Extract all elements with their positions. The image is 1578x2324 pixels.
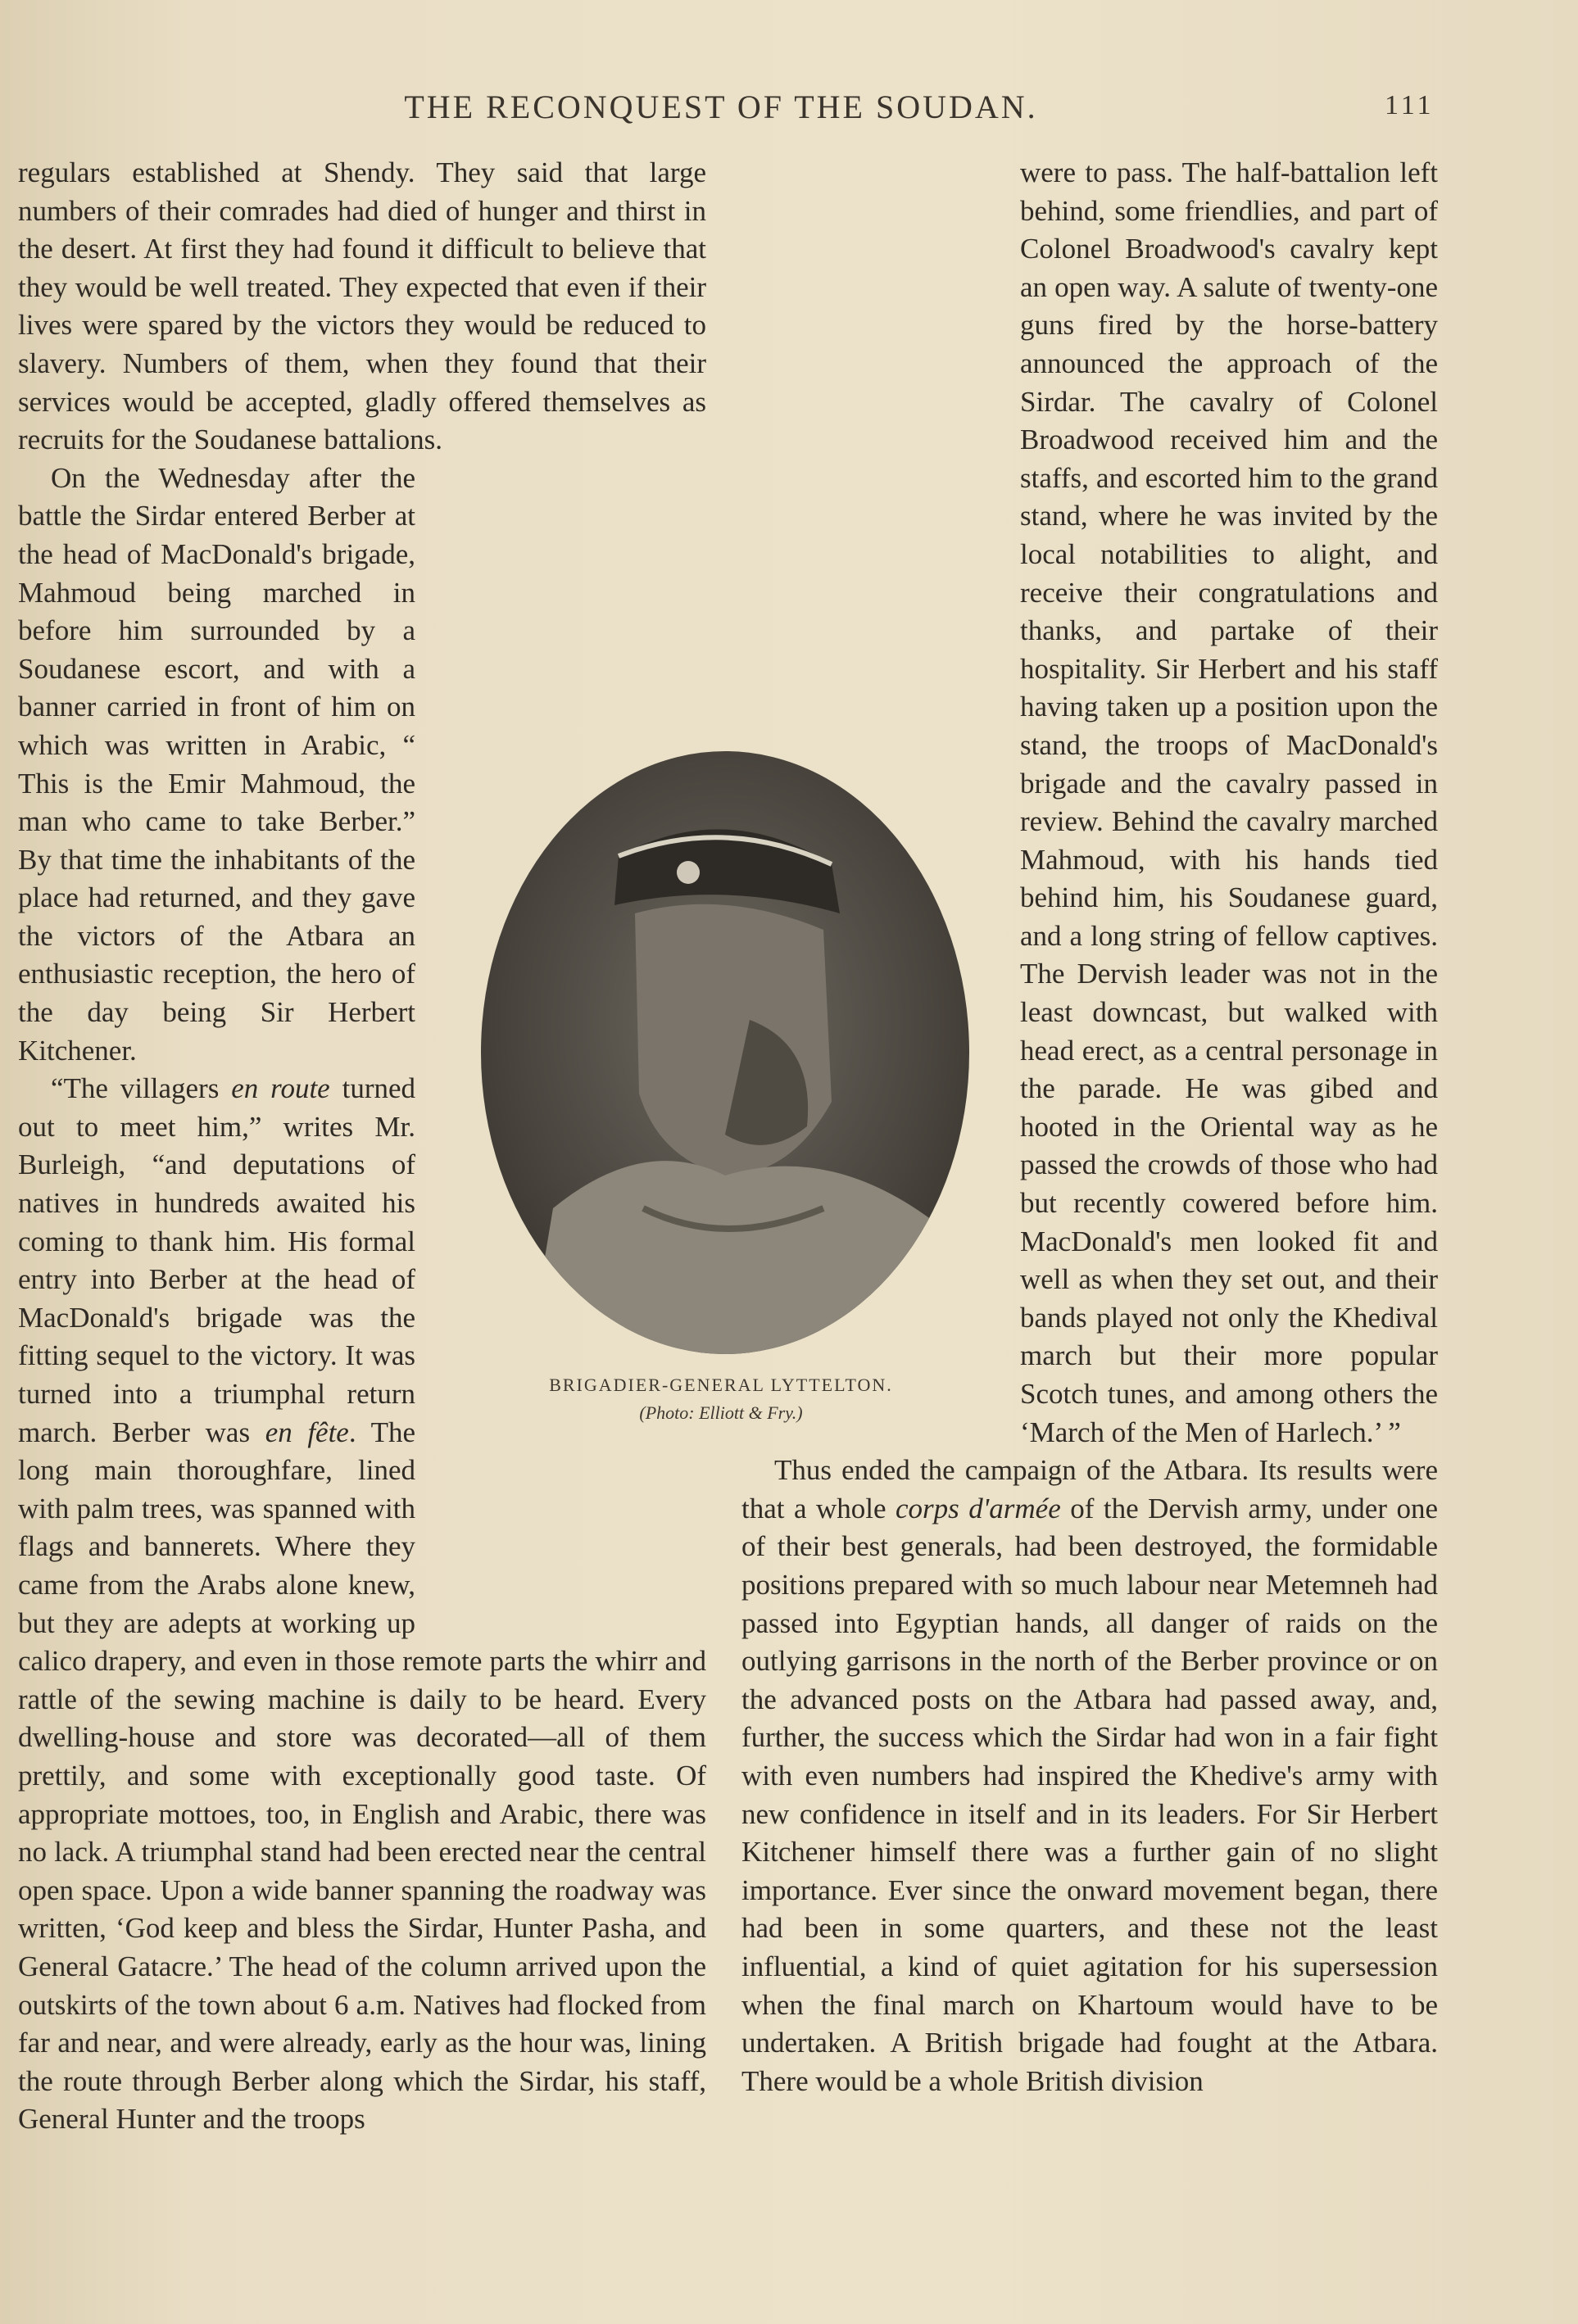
right-paragraph-2: Thus ended the campaign of the Atbara. Its results were that a whole corps d'armée of the Dervish army, under one of their best generals, had been destroyed, the formidable positions prepared with so much labour near Metemneh had passed into Egyptian hands, all danger of raids on the outlying garrisons in the north of the Berber province or on the advanced posts on the Atbara had passed away, and, further, the success which the Sirdar had won in a fair fight with even numbers had inspired the Khedive's army with new confidence in itself and in its leaders. For Sir Herbert Kitchener himself there was a further gain of no slight importance. Ever since the onward movement began, there had been in some quarters, and these not the least influential, a kind of quiet agitation for his supersession when the final march on Khartoum would have to be undertaken. A British brigade had fought at the Atbara. There would be a whole British division: [741, 1454, 1438, 2097]
right-paragraph-1: were to pass. The half-battalion left behind, some friendlies, and part of Colonel Broadwood's cavalry kept an open way. A salute of twenty-one guns fired by the horse-battery announced the approach of the Sirdar. The cavalry of Colonel Broadwood received him and the staffs, and escorted him to the grand stand, where he was invited by the local notabilities to alight, and receive their congratulations and thanks, and partake of their hospitality. Sir Herbert and his staff having taken up a position upon the stand, the troops of MacDonald's brigade and the cavalry passed in review. Behind the cavalry marched Mahmoud, with his hands tied behind him, his Soudanese guard, and a long string of fellow captives. The Dervish leader was not in the least downcast, but walked with head erect, as a central personage in the parade. He was gibed and hooted in the Oriental way as he passed the crowds of those who had but recently cowered before him. MacDonald's men looked fit and well as when they set out, and their bands played not only the Khedival march but their more popular Scotch tunes, and among others the ‘March of the Men of Harlech.’ ”: [1020, 156, 1438, 1448]
portrait-photo: [479, 750, 971, 1356]
portrait-caption: [459, 1375, 983, 1424]
page-number: 111: [1385, 90, 1435, 120]
caption-name: BRIGADIER-GENERAL LYTTELTON.: [549, 1375, 893, 1395]
running-head: THE RECONQUEST OF THE SOUDAN.: [404, 88, 1038, 125]
caption-credit: (Photo: Elliott & Fry.): [639, 1402, 803, 1423]
left-paragraph-2: On the Wednesday after the battle the Sirdar entered Berber at the head of MacDonald's brigade, Mahmoud being marched in before him surrounded by a Soudanese escort, and with a banner carried in front of him on which was written in Arabic, “ This is the Emir Mahmoud, the man who came to take Berber.” By that time the inhabitants of the place had returned, and they gave the victors of the Atbara an enthusiastic reception, the hero of the day being Sir Herbert Kitchener.: [18, 461, 415, 1067]
left-paragraph-1: regulars established at Shendy. They said that large numbers of their comrades had died of hunger and thirst in the desert. At first they had found it difficult to believe that they would be well treated. They expected that even if their lives were spared by the victors they would be reduced to slavery. Numbers of them, when they found that their services would be accepted, gladly offered themselves as recruits for the Soudanese battalions.: [18, 156, 706, 456]
left-paragraph-3: “The villagers en route turned out to meet him,” writes Mr. Burleigh, “and deputations of natives in hundreds awaited his coming to thank him. His formal entry into Berber at the head of MacDonald's brigade was the fitting sequel to the victory. It was turned into a triumphal return march. Berber was en fête. The long main thoroughfare, lined with palm trees, was spanned with flags and bannerets. Where they came from the Arabs alone knew, but they are adepts at working up calico drapery, and even in those remote parts the whirr and rattle of the sewing machine is daily to be heard. Every dwelling-house and store was decorated—all of them prettily, and some with exceptionally good taste. Of appropriate mottoes, too, in English and Arabic, there was no lack. A triumphal stand had been erected near the central open space. Upon a wide banner spanning the roadway was written, ‘God keep and bless the Sirdar, Hunter Pasha, and General Gatacre.’ The head of the column arrived upon the outskirts of the town about 6 a.m. Natives had flocked from far and near, and were already, early as the hour was, lining the route through Berber along which the Sirdar, his staff, General Hunter and the troops: [18, 1072, 706, 2136]
